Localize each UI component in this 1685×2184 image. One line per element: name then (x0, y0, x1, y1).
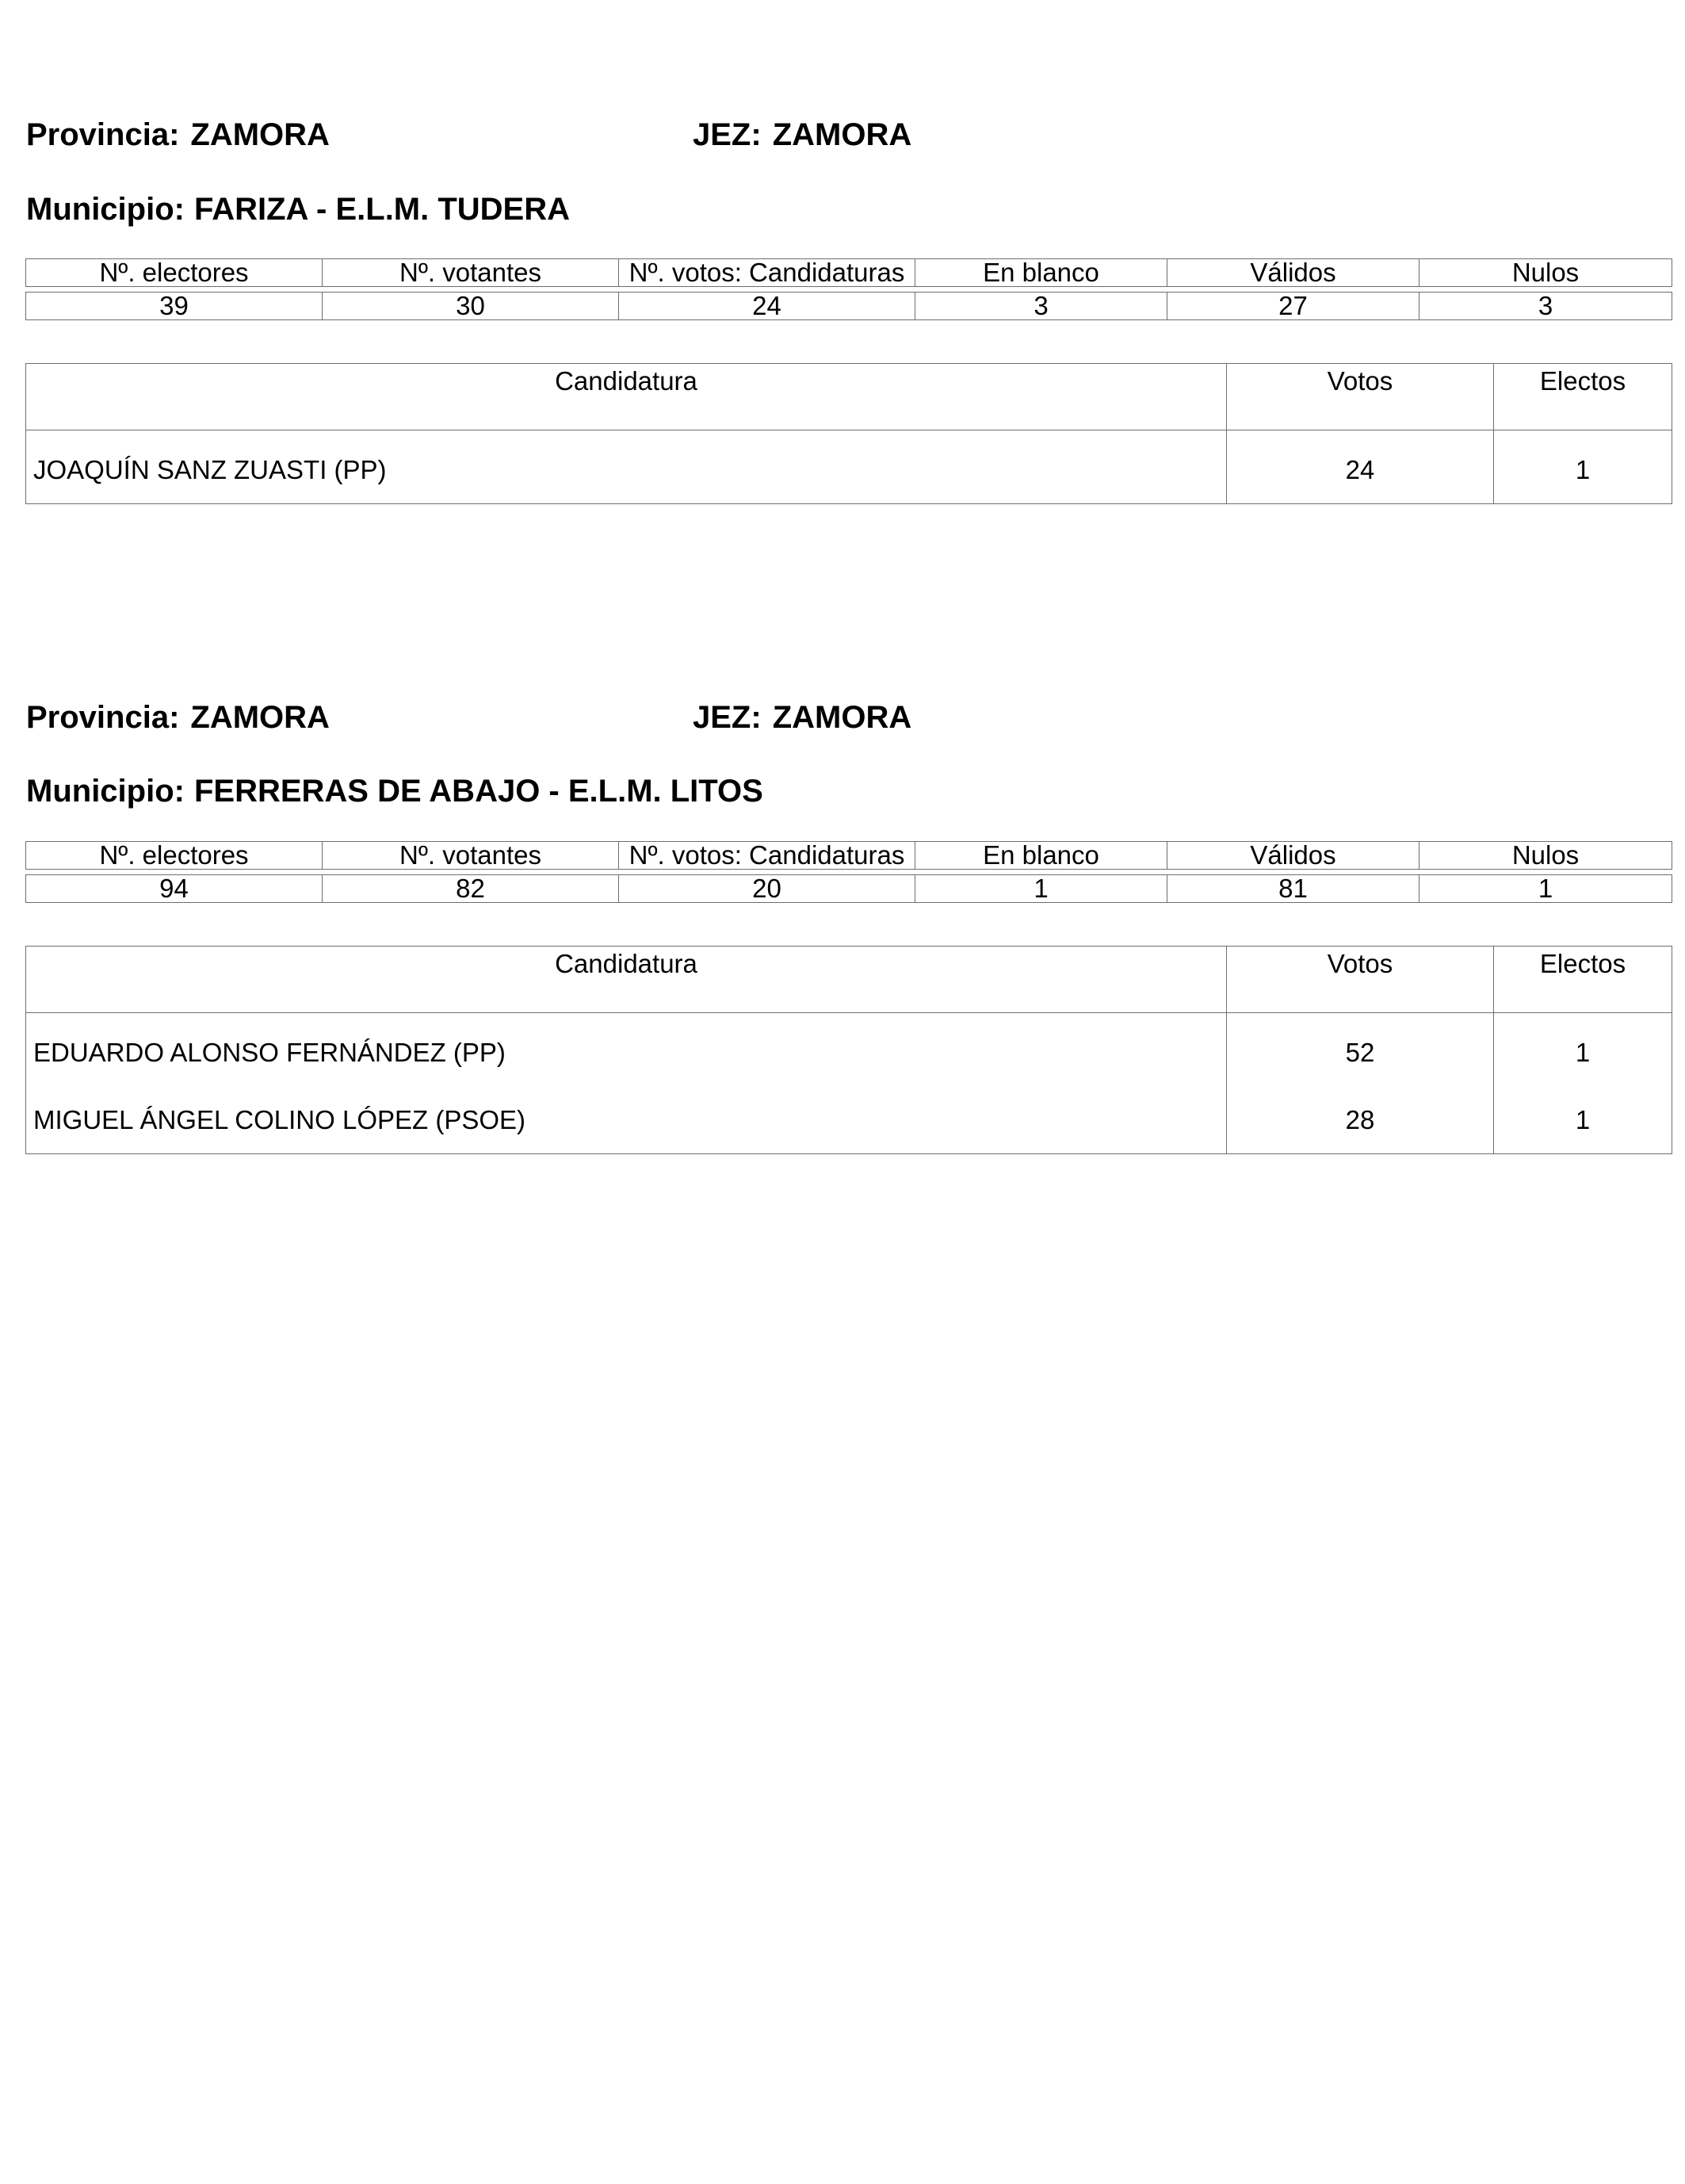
stats-value-nulos: 1 (1419, 875, 1672, 903)
cand-header-candidatura: Candidatura (26, 364, 1227, 430)
stats-value-votantes: 30 (323, 293, 619, 320)
stats-header-validos: Válidos (1167, 842, 1419, 870)
municipio-label: Municipio: (26, 774, 185, 809)
provincia-label: Provincia: (26, 700, 180, 735)
stats-value-validos: 27 (1167, 293, 1419, 320)
stats-header-validos: Válidos (1167, 259, 1419, 287)
stats-header-en-blanco: En blanco (915, 259, 1167, 287)
cand-header-candidatura: Candidatura (26, 947, 1227, 1013)
municipio-label: Municipio: (26, 192, 185, 227)
candidate-electos: 1 (1494, 1013, 1672, 1087)
cand-header-votos: Votos (1227, 364, 1494, 430)
provincia-line (26, 119, 330, 151)
candidate-name: MIGUEL ÁNGEL COLINO LÓPEZ (PSOE) (26, 1086, 1227, 1154)
stats-value-electores: 39 (26, 293, 323, 320)
table-row (26, 1013, 1672, 1087)
stats-header-votos-candidaturas: Nº. votos: Candidaturas (619, 842, 915, 870)
jez-label: JEZ: (693, 700, 762, 735)
cand-header-electos: Electos (1494, 364, 1672, 430)
stats-value-electores: 94 (26, 875, 323, 903)
candidates-table (25, 363, 1672, 504)
candidate-votos: 52 (1227, 1013, 1494, 1087)
stats-header-electores: Nº. electores (26, 842, 323, 870)
stats-value-en-blanco: 3 (915, 293, 1167, 320)
municipio-line (26, 775, 763, 807)
stats-value-votantes: 82 (323, 875, 619, 903)
jez-value: ZAMORA (772, 117, 912, 152)
municipio-value: FARIZA - E.L.M. TUDERA (193, 192, 571, 227)
candidate-electos: 1 (1494, 1086, 1672, 1154)
jez-line (693, 119, 911, 151)
stats-header-en-blanco: En blanco (915, 842, 1167, 870)
cand-header-votos: Votos (1227, 947, 1494, 1013)
stats-header-nulos: Nulos (1419, 259, 1672, 287)
municipio-line (26, 193, 570, 225)
candidate-electos: 1 (1494, 430, 1672, 504)
stats-header-electores: Nº. electores (26, 259, 323, 287)
table-row (26, 1086, 1672, 1154)
candidate-votos: 28 (1227, 1086, 1494, 1154)
stats-table (25, 841, 1672, 903)
provincia-value: ZAMORA (190, 700, 330, 735)
candidate-name: JOAQUÍN SANZ ZUASTI (PP) (26, 430, 1227, 504)
candidate-votos: 24 (1227, 430, 1494, 504)
stats-table (25, 258, 1672, 320)
stats-header-votantes: Nº. votantes (323, 842, 619, 870)
candidate-name: EDUARDO ALONSO FERNÁNDEZ (PP) (26, 1013, 1227, 1087)
table-row (26, 430, 1672, 504)
stats-value-en-blanco: 1 (915, 875, 1167, 903)
stats-value-votos-candidaturas: 24 (619, 293, 915, 320)
provincia-line (26, 702, 330, 733)
stats-header-votos-candidaturas: Nº. votos: Candidaturas (619, 259, 915, 287)
cand-header-electos: Electos (1494, 947, 1672, 1013)
stats-value-nulos: 3 (1419, 293, 1672, 320)
provincia-label: Provincia: (26, 117, 180, 152)
municipio-value: FERRERAS DE ABAJO - E.L.M. LITOS (193, 774, 763, 809)
stats-value-votos-candidaturas: 20 (619, 875, 915, 903)
stats-header-nulos: Nulos (1419, 842, 1672, 870)
provincia-value: ZAMORA (190, 117, 330, 152)
stats-header-votantes: Nº. votantes (323, 259, 619, 287)
candidates-table (25, 946, 1672, 1154)
jez-line (693, 702, 911, 733)
stats-value-validos: 81 (1167, 875, 1419, 903)
jez-label: JEZ: (693, 117, 762, 152)
jez-value: ZAMORA (772, 700, 912, 735)
